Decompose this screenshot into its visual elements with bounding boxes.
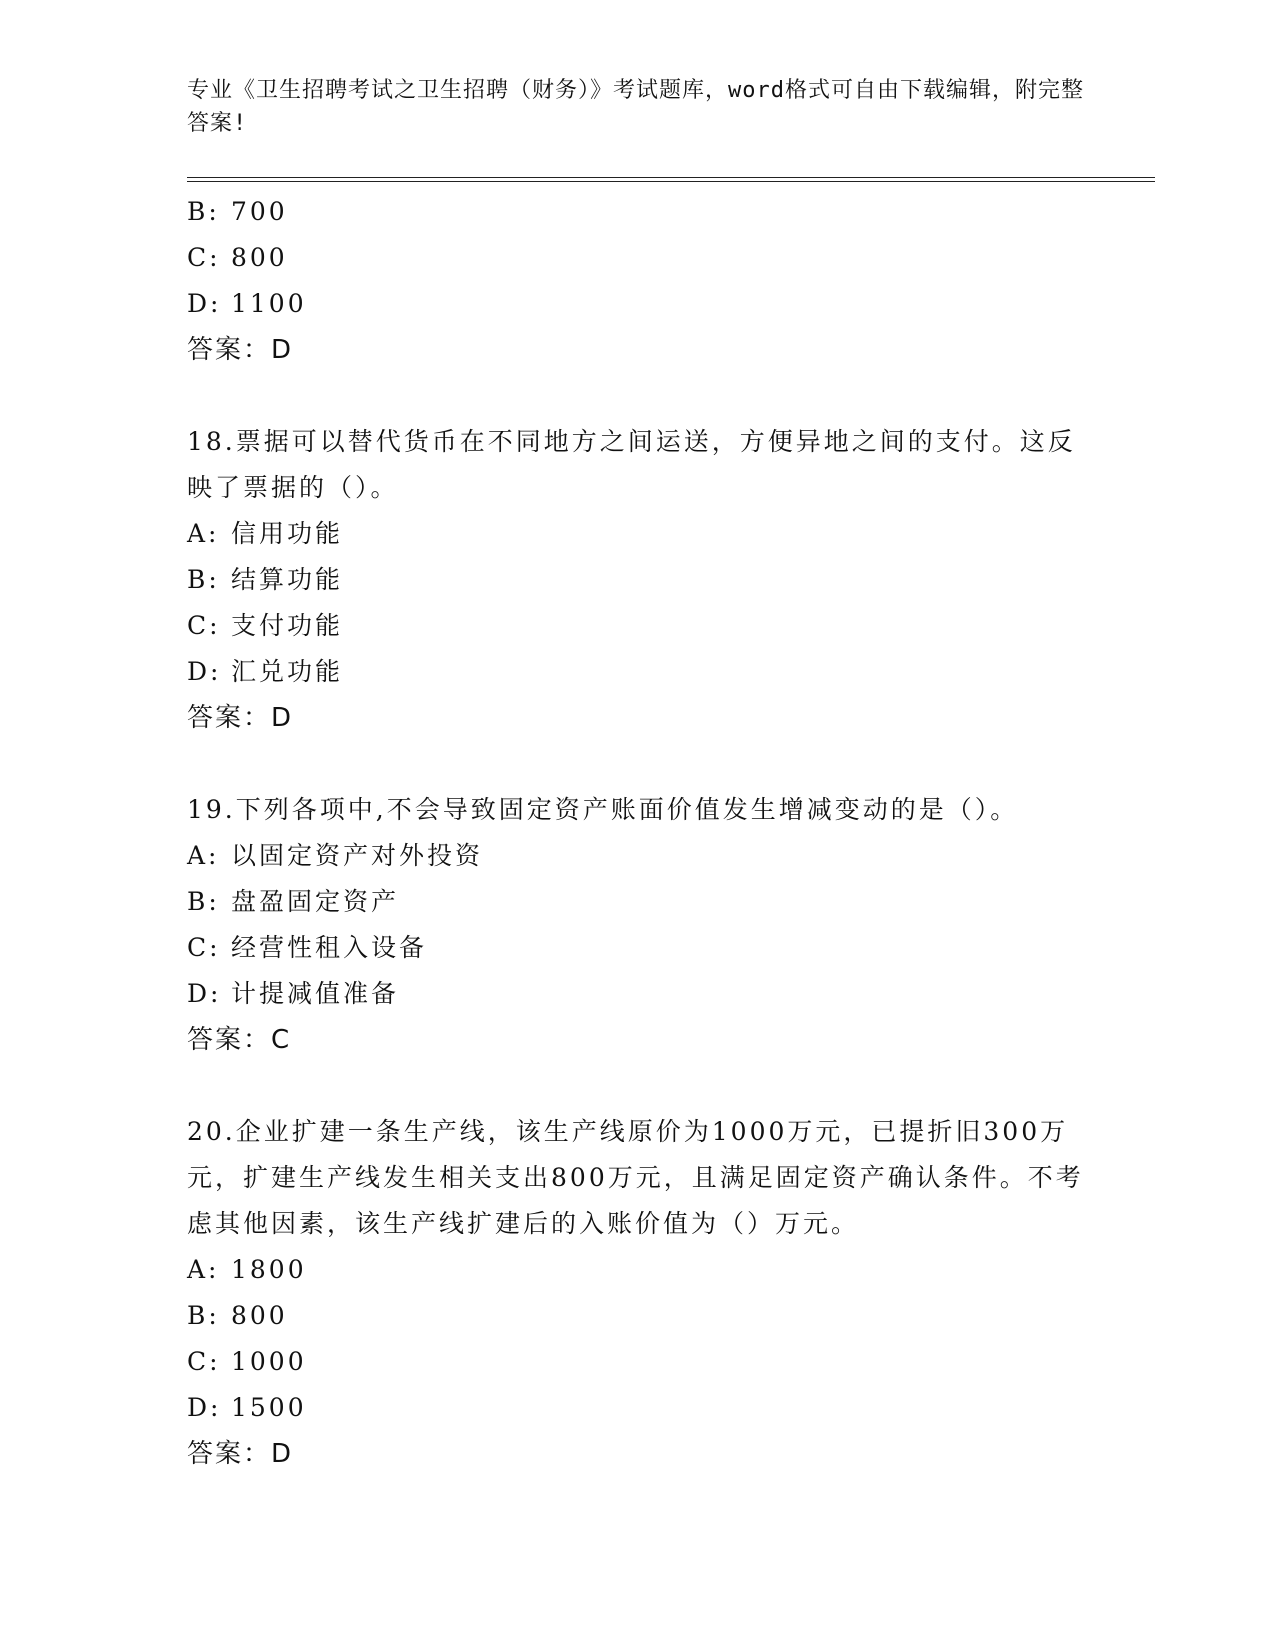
option-row [187, 971, 1087, 1017]
option-row [187, 1247, 1087, 1293]
option-text: 1800 [231, 1255, 307, 1284]
option-key: C: [187, 1347, 221, 1376]
option-key: B: [187, 197, 220, 226]
document-header [187, 74, 1087, 140]
option-text: 结算功能 [231, 565, 344, 594]
option-key: A: [187, 841, 220, 870]
option-row [187, 281, 1087, 327]
option-row [187, 235, 1087, 281]
option-text: 汇兑功能 [231, 657, 344, 686]
option-row [187, 1339, 1087, 1385]
option-text: 1000 [231, 1347, 307, 1376]
option-key: B: [187, 565, 220, 594]
option-row [187, 557, 1087, 603]
question-20 [187, 1109, 1087, 1477]
answer-line: 答案：D [187, 1439, 294, 1469]
option-key: D: [187, 657, 222, 686]
option-text: 经营性租入设备 [231, 933, 428, 962]
option-key: B: [187, 1301, 220, 1330]
option-text: 1100 [231, 289, 307, 318]
answer-line: 答案：C [187, 1025, 292, 1055]
option-key: A: [187, 519, 220, 548]
option-text: 1500 [231, 1393, 307, 1422]
option-row [187, 1293, 1087, 1339]
option-text: 800 [231, 243, 288, 272]
option-text: 以固定资产对外投资 [231, 841, 484, 870]
option-text: 支付功能 [231, 611, 344, 640]
answer-line: 答案：D [187, 335, 294, 365]
question-spacer [187, 741, 1087, 787]
option-row [187, 649, 1087, 695]
option-row [187, 603, 1087, 649]
option-key: A: [187, 1255, 220, 1284]
option-key: C: [187, 611, 221, 640]
header-divider [187, 177, 1155, 182]
question-list [187, 189, 1087, 1477]
option-row [187, 1385, 1087, 1431]
option-row [187, 189, 1087, 235]
question-spacer [187, 373, 1087, 419]
answer-line: 答案：D [187, 703, 294, 733]
option-key: C: [187, 933, 221, 962]
option-row [187, 879, 1087, 925]
option-text: 700 [231, 197, 288, 226]
option-row [187, 925, 1087, 971]
question-stem: 20.企业扩建一条生产线，该生产线原价为1000万元，已提折旧300万元，扩建生产线发生相关支出800万元，且满足固定资产确认条件。不考虑其他因素，该生产线扩建后的入账价值为（）万元。 [187, 1117, 1084, 1238]
question-stem: 19.下列各项中,不会导致固定资产账面价值发生增减变动的是（）。 [187, 795, 1019, 824]
option-key: D: [187, 289, 222, 318]
header-title: 专业《卫生招聘考试之卫生招聘（财务）》考试题库，word格式可自由下载编辑，附完整答案! [187, 78, 1084, 136]
option-key: D: [187, 1393, 222, 1422]
option-key: C: [187, 243, 221, 272]
option-key: B: [187, 887, 220, 916]
previous-question-tail [187, 189, 1087, 373]
question-19 [187, 787, 1087, 1063]
question-18 [187, 419, 1087, 741]
question-spacer [187, 1063, 1087, 1109]
option-row [187, 833, 1087, 879]
question-stem: 18.票据可以替代货币在不同地方之间运送，方便异地之间的支付。这反映了票据的（）。 [187, 427, 1076, 502]
option-text: 计提减值准备 [231, 979, 400, 1008]
option-row [187, 511, 1087, 557]
option-key: D: [187, 979, 222, 1008]
option-text: 信用功能 [231, 519, 344, 548]
option-text: 800 [231, 1301, 288, 1330]
option-text: 盘盈固定资产 [231, 887, 400, 916]
